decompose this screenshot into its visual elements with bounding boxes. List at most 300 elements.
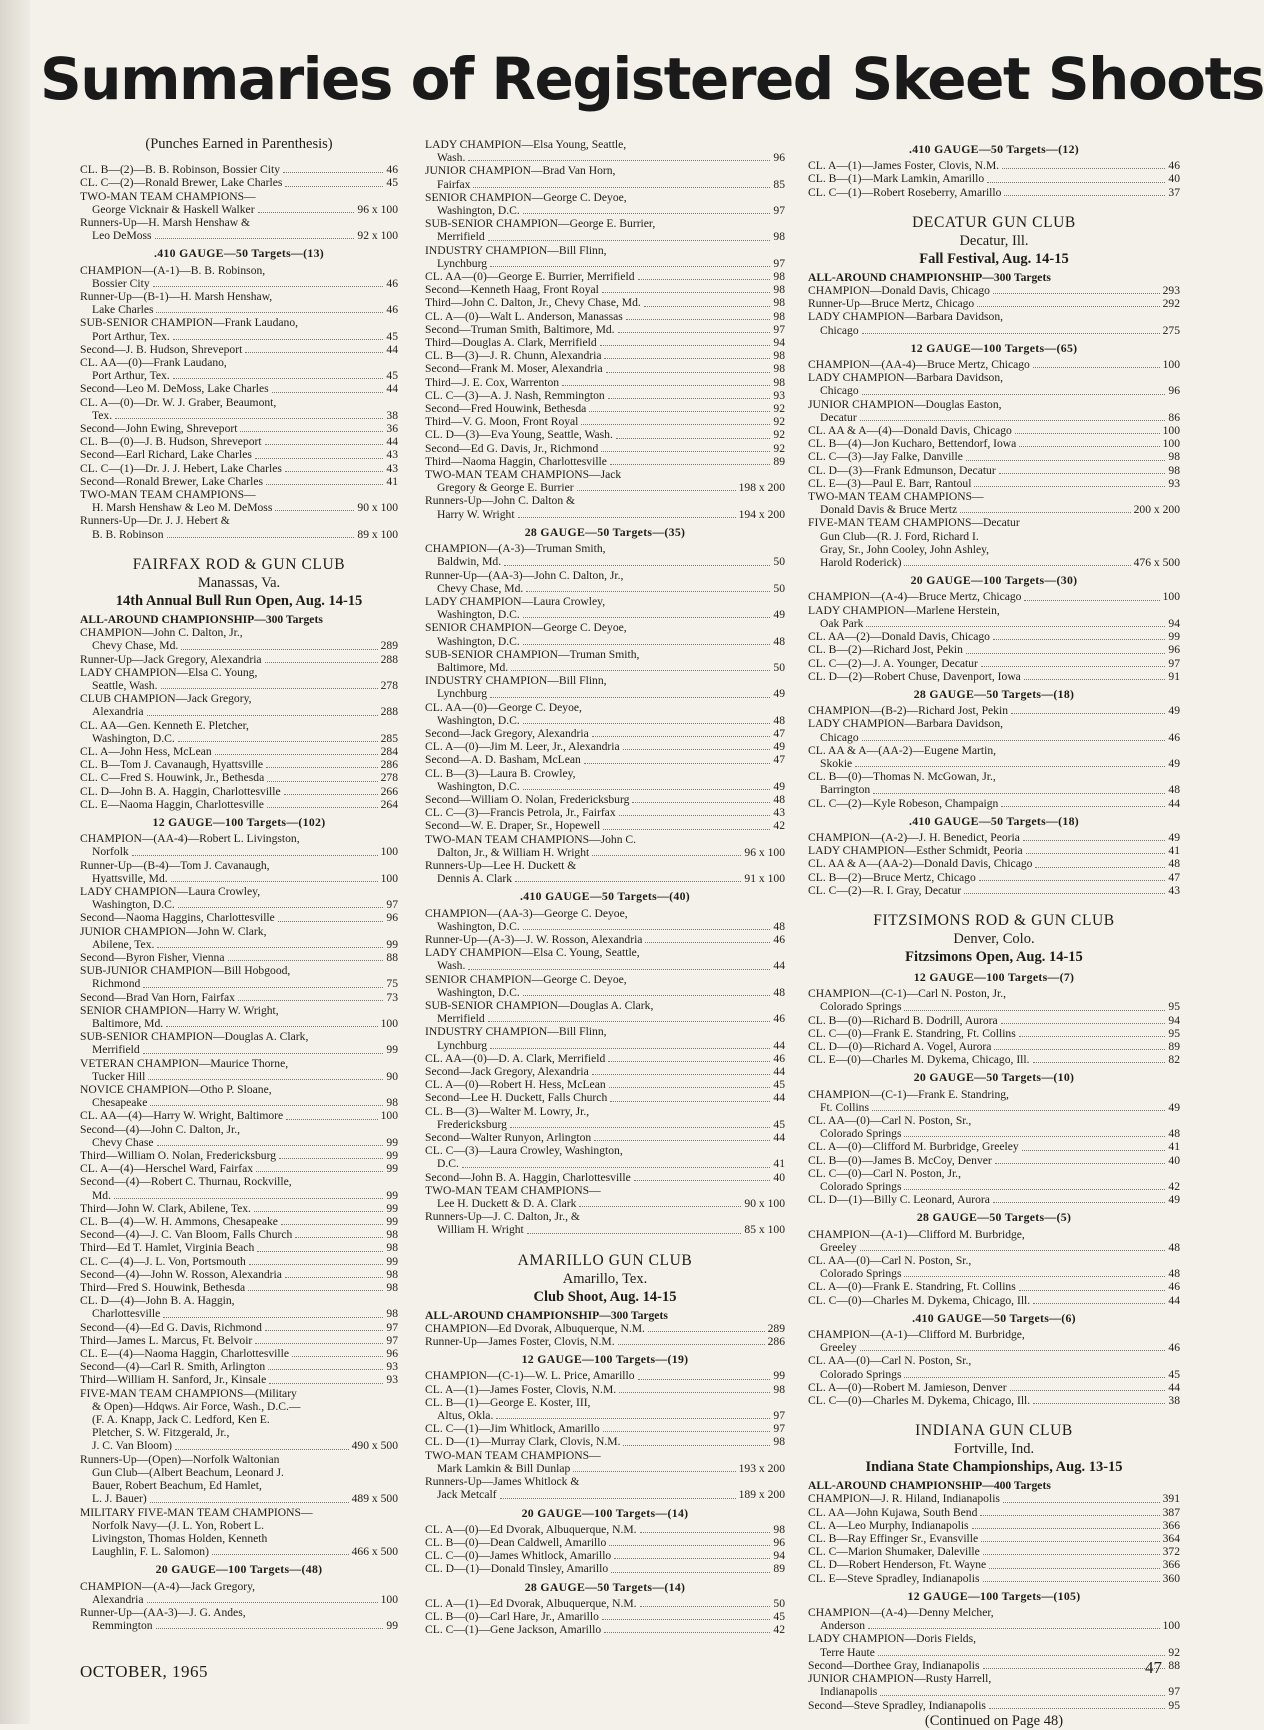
result-line xyxy=(425,336,785,349)
entry-text: CL. E—(4)—Naoma Haggin, Charlottesville xyxy=(80,1347,289,1361)
result-line xyxy=(808,437,1180,450)
score-value: 96 xyxy=(773,1535,785,1549)
entry-text: Chicago xyxy=(820,384,859,398)
score-value: 89 xyxy=(1168,1039,1180,1053)
dot-leader xyxy=(609,1545,770,1546)
result-line xyxy=(808,1053,1180,1066)
entry-line: CL. B—(3)—Walter M. Lowry, Jr., xyxy=(425,1104,590,1118)
entry-line: CL. A—(0)—Dr. W. J. Graber, Beaumont, xyxy=(80,395,277,409)
result-line xyxy=(80,1043,398,1056)
result-line xyxy=(425,1012,785,1025)
result-line xyxy=(808,1341,1180,1354)
entry-text: Harold Roderick) xyxy=(820,556,902,570)
dot-leader xyxy=(265,662,378,663)
score-value: 97 xyxy=(1168,1685,1180,1699)
dot-leader xyxy=(977,306,1159,307)
dot-leader xyxy=(1033,1303,1165,1304)
dot-leader xyxy=(640,1532,771,1533)
entry-text: Colorado Springs xyxy=(820,1367,902,1381)
entry-line: Runners-Up—James Whitlock & xyxy=(425,1475,580,1489)
result-line xyxy=(80,1215,398,1228)
dot-leader xyxy=(269,1383,383,1384)
entry-text: Terre Haute xyxy=(820,1645,875,1659)
result-line xyxy=(80,911,398,924)
dot-leader xyxy=(248,1290,383,1291)
entry-text: Third—Douglas A. Clark, Merrifield xyxy=(425,336,597,350)
entry-line: NOVICE CHAMPION—Otho P. Sloane, xyxy=(80,1083,272,1096)
dot-leader xyxy=(295,1237,383,1238)
entry-line: Runner-Up—(B-1)—H. Marsh Henshaw, xyxy=(80,290,273,304)
entry-text: CL. A—(0)—Frank E. Standring, Ft. Collins xyxy=(808,1280,1016,1294)
entry-line: Runner-Up—(AA-3)—J. G. Andes, xyxy=(80,1605,246,1619)
score-value: 48 xyxy=(773,792,785,806)
gauge-heading: 28 GAUGE—50 Targets—(18) xyxy=(913,686,1075,701)
score-value: 98 xyxy=(1168,463,1180,477)
score-value: 288 xyxy=(380,652,398,666)
score-value: 91 x 100 xyxy=(744,872,785,886)
entry-text: Baldwin, Md. xyxy=(437,555,502,569)
result-line xyxy=(808,159,1180,172)
score-value: 92 xyxy=(1168,1645,1180,1659)
result-line xyxy=(80,951,398,964)
dot-leader xyxy=(862,740,1166,741)
score-value: 286 xyxy=(380,758,398,772)
gauge-heading: 12 GAUGE—100 Targets—(102) xyxy=(152,814,326,829)
score-value: 98 xyxy=(773,309,785,323)
result-line xyxy=(80,435,398,448)
dot-leader xyxy=(1035,867,1165,868)
result-line xyxy=(425,986,785,999)
dot-leader xyxy=(1003,1502,1160,1503)
dot-leader xyxy=(240,431,383,432)
entry-text: Harry W. Wright xyxy=(437,507,515,521)
entry-text: Chevy Chase xyxy=(92,1135,154,1149)
result-line xyxy=(80,798,398,811)
score-value: 43 xyxy=(1168,883,1180,897)
dot-leader xyxy=(602,1619,771,1620)
entry-line: Gray, Sr., John Cooley, John Ashley, xyxy=(820,542,990,556)
score-value: 98 xyxy=(386,1281,398,1295)
dot-leader xyxy=(490,697,770,698)
dot-leader xyxy=(115,418,383,419)
score-value: 85 xyxy=(773,177,785,191)
result-line xyxy=(80,1619,398,1632)
score-value: 366 xyxy=(1162,1558,1180,1572)
dot-leader xyxy=(904,1136,1165,1137)
entry-line: CL. AA—(0)—Carl N. Poston, Sr., xyxy=(808,1254,972,1268)
score-value: 49 xyxy=(773,687,785,701)
entry-line: TWO-MAN TEAM CHAMPIONS— xyxy=(80,488,256,502)
score-value: 194 x 200 xyxy=(738,507,785,521)
gauge-heading: 20 GAUGE—100 Targets—(14) xyxy=(521,1505,689,1520)
entry-line: CL. AA—(0)—Carl N. Poston, Sr., xyxy=(808,1113,972,1127)
result-line xyxy=(80,528,398,541)
event-title: 14th Annual Bull Run Open, Aug. 14-15 xyxy=(115,592,363,609)
result-line xyxy=(808,186,1180,199)
entry-line: (F. A. Knapp, Jack C. Ledford, Ken E. xyxy=(92,1413,270,1427)
score-value: 95 xyxy=(1168,1000,1180,1014)
entry-line: SUB-SENIOR CHAMPION—Douglas A. Clark, xyxy=(80,1030,309,1044)
dot-leader xyxy=(983,1668,1166,1669)
result-line xyxy=(80,409,398,422)
result-line xyxy=(425,428,785,441)
dot-leader xyxy=(645,942,770,943)
entry-text: CHAMPION—(B-2)—Richard Jost, Pekin xyxy=(808,704,1008,718)
entry-text: CL. D—(1)—Donald Tinsley, Amarillo xyxy=(425,1562,609,1576)
entry-text: Alexandria xyxy=(92,1592,144,1606)
result-line xyxy=(808,797,1180,810)
score-value: 44 xyxy=(773,1091,785,1105)
entry-text: CL. A—John Hess, McLean xyxy=(80,744,212,758)
result-line xyxy=(80,422,398,435)
dot-leader xyxy=(523,995,771,996)
score-value: 97 xyxy=(773,1422,785,1436)
score-value: 96 xyxy=(386,911,398,925)
score-value: 275 xyxy=(1162,323,1180,337)
entry-text: George Vicknair & Haskell Walker xyxy=(92,202,255,216)
dot-leader xyxy=(904,1276,1165,1277)
entry-line: CL. C—(0)—Carl N. Poston, Jr., xyxy=(808,1166,961,1180)
entry-text: Second—Steve Spradley, Indianapolis xyxy=(808,1698,986,1712)
entry-text: CL. B—(0)—J. B. Hudson, Shreveport xyxy=(80,435,262,449)
result-line xyxy=(808,670,1180,683)
dot-leader xyxy=(150,1502,349,1503)
entry-line: LADY CHAMPION—Barbara Davidson, xyxy=(808,371,1004,385)
dot-leader xyxy=(972,1528,1160,1529)
score-value: 285 xyxy=(380,731,398,745)
entry-text: Washington, D.C. xyxy=(437,634,520,648)
event-title: Indiana State Championships, Aug. 13-15 xyxy=(865,1459,1123,1476)
score-value: 75 xyxy=(386,977,398,991)
result-line xyxy=(808,1280,1180,1293)
result-line xyxy=(425,555,785,568)
result-line xyxy=(808,411,1180,424)
score-value: 92 xyxy=(773,402,785,416)
dot-leader xyxy=(286,1119,377,1120)
dot-leader xyxy=(581,424,770,425)
score-value: 100 xyxy=(1162,1619,1180,1633)
gauge-heading: 28 GAUGE—50 Targets—(35) xyxy=(524,524,686,539)
score-value: 50 xyxy=(773,581,785,595)
entry-text: Port Arthur, Tex. xyxy=(92,329,170,343)
score-value: 99 xyxy=(386,1215,398,1229)
dot-leader xyxy=(1011,713,1165,714)
entry-text: Jack Metcalf xyxy=(437,1488,497,1502)
entry-text: Lynchburg xyxy=(437,687,488,701)
entry-line: CL. B—(0)—Thomas N. McGowan, Jr., xyxy=(808,770,996,784)
score-value: 98 xyxy=(773,1382,785,1396)
dot-leader xyxy=(258,212,355,213)
entry-text: Colorado Springs xyxy=(820,1267,902,1281)
score-value: 97 xyxy=(773,256,785,270)
score-value: 92 xyxy=(773,441,785,455)
dot-leader xyxy=(181,649,377,650)
club-name: DECATUR GUN CLUB xyxy=(912,213,1076,231)
score-value: 44 xyxy=(1168,796,1180,810)
score-value: 44 xyxy=(773,1065,785,1079)
result-line xyxy=(425,1422,785,1435)
result-line xyxy=(425,1462,785,1475)
score-value: 41 xyxy=(1168,844,1180,858)
score-value: 82 xyxy=(1168,1053,1180,1067)
entry-line: SUB-JUNIOR CHAMPION—Bill Hobgood, xyxy=(80,964,291,978)
dot-leader xyxy=(618,1344,765,1345)
entry-text: CL. C—(0)—James Whitlock, Amarillo xyxy=(425,1549,612,1563)
entry-line: Gun Club—(Albert Beachum, Leonard J. xyxy=(92,1465,284,1479)
entry-line: SUB-SENIOR CHAMPION—George E. Burrier, xyxy=(425,217,656,231)
score-value: 189 x 200 xyxy=(738,1488,785,1502)
entry-text: Abilene, Tex. xyxy=(92,937,155,951)
entry-text: Merrifield xyxy=(437,1012,485,1026)
score-value: 284 xyxy=(380,744,398,758)
entry-line: Runners-Up—(Open)—Norfolk Waltonian xyxy=(80,1452,280,1466)
result-line xyxy=(80,1321,398,1334)
score-value: 90 xyxy=(386,1069,398,1083)
entry-text: Skokie xyxy=(820,756,853,770)
result-line xyxy=(80,938,398,951)
result-line xyxy=(425,1078,785,1091)
entry-text: Alexandria xyxy=(92,705,144,719)
result-line xyxy=(425,415,785,428)
result-line xyxy=(80,1017,398,1030)
score-value: 98 xyxy=(773,270,785,284)
dot-leader xyxy=(285,1277,383,1278)
result-line xyxy=(80,1334,398,1347)
entry-text: Remmington xyxy=(92,1619,153,1633)
entry-line: CL. AA—(0)—Carl N. Poston, Sr., xyxy=(808,1354,972,1368)
dot-leader xyxy=(1019,446,1159,447)
result-line xyxy=(425,714,785,727)
score-value: 89 x 100 xyxy=(357,527,398,541)
score-value: 48 xyxy=(773,919,785,933)
score-value: 49 xyxy=(1168,704,1180,718)
dot-leader xyxy=(981,1541,1159,1542)
dot-leader xyxy=(904,1377,1165,1378)
score-value: 88 xyxy=(386,950,398,964)
entry-text: CL. AA & A—(4)—Donald Davis, Chicago xyxy=(808,424,1012,438)
score-value: 85 x 100 xyxy=(744,1223,785,1237)
score-value: 99 xyxy=(386,1619,398,1633)
dot-leader xyxy=(604,1632,770,1633)
entry-text: Dalton, Jr., & William H. Wright xyxy=(437,845,590,859)
entry-text: Second—John Ewing, Shreveport xyxy=(80,422,238,436)
club-name: AMARILLO GUN CLUB xyxy=(517,1251,693,1269)
score-value: 293 xyxy=(1162,284,1180,298)
result-line xyxy=(80,785,398,798)
dot-leader xyxy=(860,420,1166,421)
entry-text: Washington, D.C. xyxy=(92,731,175,745)
result-line xyxy=(808,643,1180,656)
result-line xyxy=(80,1439,398,1452)
result-line xyxy=(808,1394,1180,1407)
dot-leader xyxy=(228,960,384,961)
result-line xyxy=(425,362,785,375)
score-value: 100 xyxy=(1162,424,1180,438)
result-line xyxy=(425,1536,785,1549)
result-line xyxy=(425,661,785,674)
score-value: 98 xyxy=(386,1307,398,1321)
score-value: 96 xyxy=(386,1347,398,1361)
score-value: 278 xyxy=(380,771,398,785)
score-value: 42 xyxy=(773,819,785,833)
score-value: 43 xyxy=(386,448,398,462)
entry-text: Second—Lee H. Duckett, Falls Church xyxy=(425,1091,608,1105)
dot-leader xyxy=(257,1251,383,1252)
entry-text: Second—Frank M. Moser, Alexandria xyxy=(425,362,603,376)
dot-leader xyxy=(156,312,383,313)
result-line xyxy=(808,1140,1180,1153)
score-value: 40 xyxy=(1168,172,1180,186)
dot-leader xyxy=(632,802,770,803)
entry-text: Tucker Hill xyxy=(92,1069,146,1083)
gauge-heading: .410 GAUGE—50 Targets—(12) xyxy=(908,142,1079,156)
entry-text: D.C. xyxy=(437,1157,459,1171)
dot-leader xyxy=(860,1250,1166,1251)
result-line xyxy=(425,582,785,595)
gauge-heading: 20 GAUGE—100 Targets—(30) xyxy=(910,573,1078,588)
dot-leader xyxy=(215,754,378,755)
dot-leader xyxy=(634,1180,771,1181)
result-line xyxy=(80,501,398,514)
dot-leader xyxy=(592,736,771,737)
entry-line: CHAMPION—(C-1)—Carl N. Poston, Jr., xyxy=(808,987,1007,1001)
score-value: 95 xyxy=(1168,1698,1180,1712)
dot-leader xyxy=(873,793,1165,794)
entry-line: LADY CHAMPION—Doris Fields, xyxy=(808,1632,977,1646)
entry-text: Third—James L. Marcus, Ft. Belvoir xyxy=(80,1333,253,1347)
dot-leader xyxy=(523,213,771,214)
entry-text: Anderson xyxy=(820,1619,866,1633)
entry-text: Runner-Up—James Foster, Clovis, N.M. xyxy=(425,1335,615,1349)
result-line xyxy=(80,1189,398,1202)
score-value: 372 xyxy=(1162,1545,1180,1559)
dot-leader xyxy=(143,1053,384,1054)
entry-line: INDUSTRY CHAMPION—Bill Flinn, xyxy=(425,1025,607,1039)
score-value: 100 xyxy=(380,871,398,885)
result-line xyxy=(425,780,785,793)
result-line xyxy=(425,1523,785,1536)
entry-text: Third—William H. Sanford, Jr., Kinsale xyxy=(80,1373,267,1387)
entry-text: Washington, D.C. xyxy=(437,608,520,622)
result-line xyxy=(808,1294,1180,1307)
result-line xyxy=(425,1118,785,1131)
result-line xyxy=(425,740,785,753)
entry-text: Third—J. E. Cox, Warrenton xyxy=(425,375,560,389)
dot-leader xyxy=(880,1695,1165,1696)
dot-leader xyxy=(862,333,1160,334)
entry-text: Chevy Chase, Md. xyxy=(92,639,179,653)
dot-leader xyxy=(147,1602,378,1603)
dot-leader xyxy=(245,352,383,353)
dot-leader xyxy=(600,345,771,346)
entry-line: Pletcher, S. W. Fitzgerald, Jr., xyxy=(92,1426,230,1440)
dot-leader xyxy=(255,458,383,459)
score-value: 46 xyxy=(773,932,785,946)
result-line xyxy=(80,639,398,652)
score-value: 292 xyxy=(1162,297,1180,311)
entry-text: Second—Jack Gregory, Alexandria xyxy=(425,726,589,740)
result-line xyxy=(808,731,1180,744)
dot-leader xyxy=(285,186,383,187)
result-line xyxy=(808,297,1180,310)
score-value: 264 xyxy=(380,797,398,811)
entry-line: CHAMPION—(A-4)—Denny Melcher, xyxy=(808,1606,994,1620)
result-line xyxy=(80,845,398,858)
entry-line: TWO-MAN TEAM CHAMPIONS— xyxy=(808,490,984,504)
result-line xyxy=(80,1545,398,1558)
entry-text: Second—W. E. Draper, Sr., Hopewell xyxy=(425,819,601,833)
result-line xyxy=(808,844,1180,857)
result-line xyxy=(425,257,785,270)
score-value: 48 xyxy=(1168,1127,1180,1141)
entry-text: Greeley xyxy=(820,1341,857,1355)
dot-leader xyxy=(504,565,770,566)
score-value: 46 xyxy=(1168,730,1180,744)
entry-text: CL. E—(0)—Charles M. Dykema, Chicago, Ill. xyxy=(808,1053,1030,1067)
result-line xyxy=(80,462,398,475)
entry-text: Laughlin, F. L. Salomon) xyxy=(92,1545,209,1559)
result-line xyxy=(808,1027,1180,1040)
result-line xyxy=(80,1307,398,1320)
entry-text: Washington, D.C. xyxy=(92,898,175,912)
result-line xyxy=(80,163,398,176)
gauge-heading: 20 GAUGE—100 Targets—(48) xyxy=(155,1562,323,1577)
result-line xyxy=(425,1197,785,1210)
score-value: 98 xyxy=(773,362,785,376)
result-line xyxy=(808,1101,1180,1114)
entry-line: CL. AA—Gen. Kenneth E. Pletcher, xyxy=(80,718,249,732)
dot-leader xyxy=(167,537,355,538)
result-line xyxy=(808,1154,1180,1167)
entry-text: CL. B—(0)—James B. McCoy, Denver xyxy=(808,1153,992,1167)
dot-leader xyxy=(579,1206,741,1207)
score-value: 100 xyxy=(380,1109,398,1123)
result-line xyxy=(425,920,785,933)
dot-leader xyxy=(279,1158,383,1159)
result-line xyxy=(425,389,785,402)
result-line xyxy=(425,608,785,621)
entry-text: Greeley xyxy=(820,1240,857,1254)
result-line xyxy=(808,871,1180,884)
dot-leader xyxy=(592,855,741,856)
result-line xyxy=(425,1488,785,1501)
entry-text: Second—J. B. Hudson, Shreveport xyxy=(80,342,243,356)
entry-text: Third—Fred S. Houwink, Bethesda xyxy=(80,1281,246,1295)
score-value: 387 xyxy=(1162,1505,1180,1519)
entry-text: CL. B—(2)—B. B. Robinson, Bossier City xyxy=(80,163,281,177)
entry-text: CL. A—(0)—Robert H. Hess, McLean xyxy=(425,1078,606,1092)
dot-leader xyxy=(518,517,736,518)
score-value: 46 xyxy=(386,303,398,317)
dot-leader xyxy=(515,881,741,882)
result-line xyxy=(80,176,398,189)
score-value: 93 xyxy=(773,388,785,402)
entry-text: Third—William O. Nolan, Fredericksburg xyxy=(80,1149,277,1163)
dot-leader xyxy=(132,855,378,856)
entry-line: LADY CHAMPION—Barbara Davidson, xyxy=(808,717,1004,731)
event-title: Club Shoot, Aug. 14-15 xyxy=(533,1288,677,1305)
entry-text: Second—Fred Houwink, Bethesda xyxy=(425,402,587,416)
entry-text: Baltimore, Md. xyxy=(92,1016,164,1030)
dot-leader xyxy=(603,829,770,830)
result-line xyxy=(808,1014,1180,1027)
result-line xyxy=(425,1383,785,1396)
entry-text: Wash. xyxy=(437,151,466,165)
entry-line: JUNIOR CHAMPION—John W. Clark, xyxy=(80,924,267,938)
score-value: 40 xyxy=(773,1170,785,1184)
score-value: 100 xyxy=(380,1592,398,1606)
result-line xyxy=(425,1171,785,1184)
